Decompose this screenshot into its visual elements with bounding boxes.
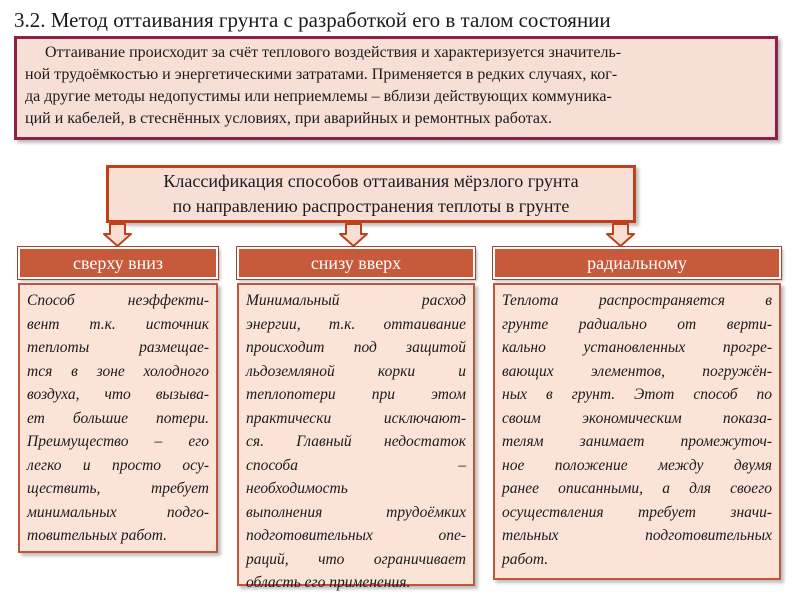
down-arrow-right — [607, 224, 634, 246]
body-line: вент т.к. источник — [27, 315, 209, 333]
body-line: Теплота распространяется в — [502, 292, 772, 309]
body-line: ществить, требует — [27, 480, 209, 497]
body-line: осуществления требует значи- — [502, 503, 772, 521]
body-line: грунте радиально от верти- — [502, 315, 772, 333]
body-line: телям занимает промежуточ- — [502, 433, 772, 450]
column-body-bottom-up — [237, 283, 475, 591]
body-line: раций, что ограничивает — [246, 550, 466, 568]
body-line: подготовительных опе- — [246, 527, 466, 544]
body-line: льдоземляной корки и — [246, 362, 466, 380]
slide-title: 3.2. Метод оттаивания грунта с разработкой его в талом состоянии — [14, 8, 611, 32]
body-line: воздуха, что вызыва- — [27, 386, 209, 403]
body-line: способа – — [246, 456, 466, 474]
column-header-top-down: сверху вниз — [18, 247, 218, 279]
body-line: ное положение между двумя — [502, 456, 772, 474]
down-arrow-middle — [340, 224, 367, 246]
classification-line: Классификация способов оттаивания мёрзлого грунта — [163, 171, 579, 191]
body-line: ет большие потери. — [27, 409, 209, 427]
column-header-bottom-up: снизу вверх — [237, 247, 475, 279]
body-line: происходит под защитой — [246, 339, 466, 356]
body-line: работ. — [502, 550, 549, 568]
intro-line: ций и кабелей, в стеснённых условиях, при аварийных и ремонтных работах. — [25, 110, 552, 127]
body-line: теплопотери при этом — [246, 386, 466, 403]
intro-line: Оттаивание происходит за счёт теплового воздействия и характеризуется значитель- — [45, 44, 622, 61]
column-body-top-down — [18, 283, 218, 553]
column-header-radial: радиальному — [493, 247, 781, 279]
body-line: Преимущество – его — [27, 433, 209, 450]
body-line: область его применения. — [246, 574, 411, 591]
body-line: выполнения трудоёмких — [246, 503, 466, 521]
intro-line: ной трудоёмкостью и энергетическими затратами. Применяется в редких случаях, ког- — [25, 66, 618, 83]
body-line: минимальных подго- — [27, 503, 209, 521]
body-line: вающих элементов, погружён- — [502, 362, 772, 380]
body-line: товительных работ. — [27, 527, 167, 544]
body-line: необходимость — [246, 480, 348, 497]
body-line: ных в грунт. Этот способ по — [502, 386, 772, 403]
intro-line: да другие методы недопустимы или неприемлемы – вблизи действующих коммуника- — [25, 88, 612, 105]
body-line: Минимальный расход — [246, 292, 466, 309]
body-line: кально установленных прогре- — [502, 339, 772, 356]
body-line: энергии, т.к. оттаивание — [246, 315, 466, 333]
body-line: тельных подготовительных — [502, 527, 772, 544]
body-line: своим экономическим показа- — [502, 409, 772, 427]
classification-line: по направлению распространения теплоты в грунте — [172, 196, 570, 216]
body-line: ся. Главный недостаток — [246, 433, 466, 450]
body-line: ранее описанными, а для своего — [502, 480, 772, 497]
body-line: легко и просто осу- — [27, 456, 209, 474]
body-line: Способ неэффекти- — [27, 292, 209, 309]
body-line: теплоты размещае- — [27, 339, 209, 356]
column-body-radial — [493, 283, 781, 580]
down-arrow-left — [104, 224, 131, 246]
body-line: тся в зоне холодного — [27, 362, 209, 380]
body-line: практически исключают- — [246, 409, 466, 427]
